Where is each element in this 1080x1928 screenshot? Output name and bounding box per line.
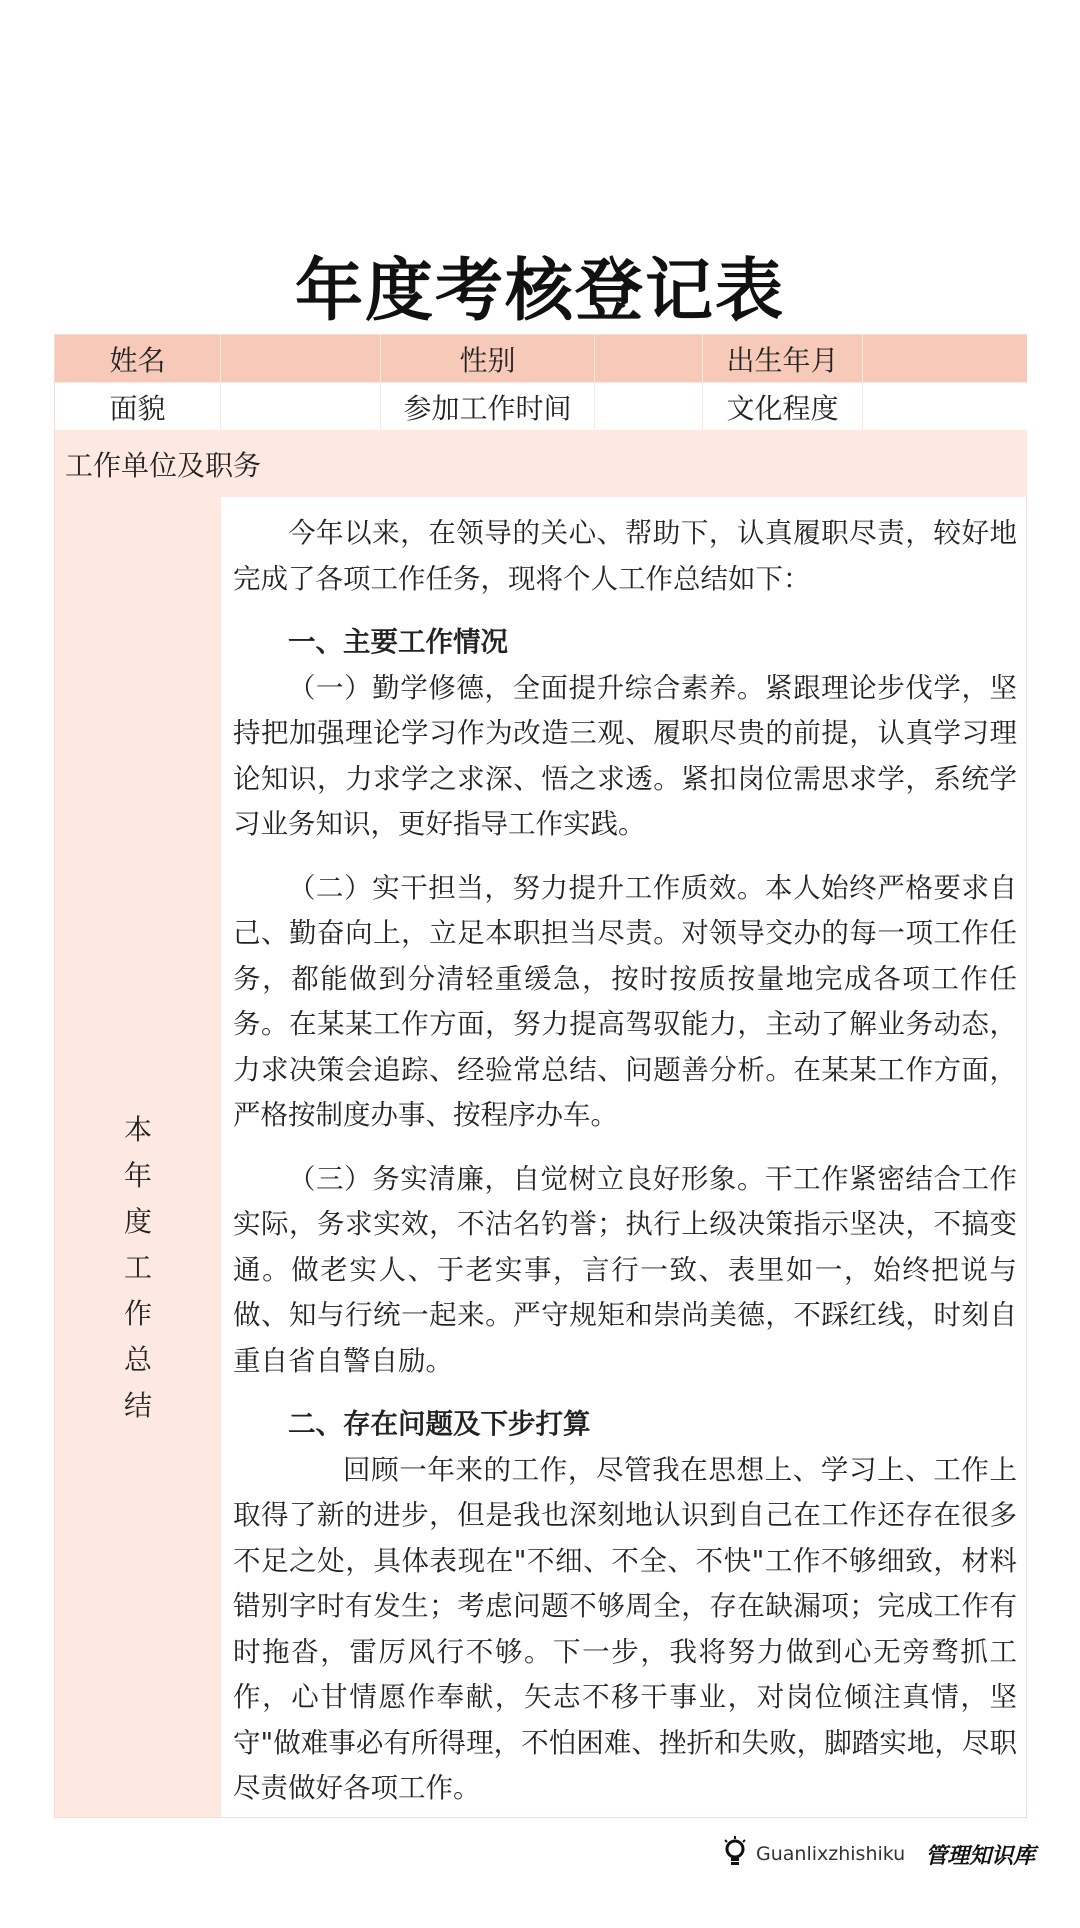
assessment-form bbox=[54, 334, 1027, 1818]
work-start-label: 参加工作时间 bbox=[381, 383, 595, 431]
birth-label: 出生年月 bbox=[703, 335, 863, 383]
footer-text: Guanlixzhishiku bbox=[756, 1843, 906, 1865]
education-field[interactable] bbox=[863, 383, 1027, 431]
gender-label: 性别 bbox=[381, 335, 595, 383]
education-label: 文化程度 bbox=[703, 383, 863, 431]
summary-label-char: 作 bbox=[123, 1297, 152, 1330]
lightbulb-icon bbox=[722, 1835, 748, 1873]
name-field[interactable] bbox=[221, 335, 381, 383]
birth-field[interactable] bbox=[863, 335, 1027, 383]
summary-label-char: 工 bbox=[123, 1251, 152, 1284]
summary-content bbox=[221, 497, 1027, 1817]
unit-field[interactable] bbox=[381, 431, 1027, 497]
name-label: 姓名 bbox=[55, 335, 221, 383]
summary-intro: 今年以来，在领导的关心、帮助下，认真履职尽责，较好地完成了各项工作任务，现将个人工作总结如下： bbox=[233, 517, 1017, 595]
footer-brand bbox=[722, 1834, 1035, 1874]
work-start-field[interactable] bbox=[595, 383, 703, 431]
summary-label-char: 总 bbox=[123, 1343, 152, 1376]
summary-label-cell bbox=[55, 497, 221, 1817]
summary-paragraph-integrity: （三）务实清廉，自觉树立良好形象。干工作紧密结合工作实际，务求实效，不沽名钓誉；执行上级决策指示坚决，不搞变通。做老实人、于老实事，言行一致、表里如一，始终把说与做、知与行统一起来。严守规矩和崇尚美德，不踩红线，时刻自重自省自警自励。 bbox=[233, 1162, 1017, 1377]
summary-paragraph-study: （一）勤学修德，全面提升综合素养。紧跟理论步伐学，坚持把加强理论学习作为改造三观、履职尽贵的前提，认真学习理论知识，力求学之求深、悟之求透。紧扣岗位需思求学，系统学习业务知识，更好指导工作实践。 bbox=[233, 671, 1017, 840]
politics-label: 面貌 bbox=[55, 383, 221, 431]
section-heading-main-work: 一、主要工作情况 bbox=[288, 626, 508, 658]
summary-label-char: 本 bbox=[123, 1113, 152, 1146]
summary-label-char: 度 bbox=[123, 1205, 152, 1238]
unit-label: 工作单位及职务 bbox=[55, 431, 381, 497]
summary-label bbox=[55, 1107, 221, 1429]
summary-paragraph-plan: 回顾一年来的工作，尽管我在思想上、学习上、工作上取得了新的进步，但是我也深刻地认识到自己在工作还存在很多不足之处，具体表现在"不细、不全、不快"工作不够细致，材料错别字时有发生；考虑问题不够周全，存在缺漏项；完成工作有时拖沓，雷厉风行不够。下一步，我将努力做到心无旁骛抓工作，心甘情愿作奉献，矢志不移干事业，对岗位倾注真情，坚守"做难事必有所得理，不怕困难、挫折和失败，脚踏实地，尽职尽责做好各项工作。 bbox=[233, 1453, 1017, 1804]
summary-label-char: 年 bbox=[123, 1159, 152, 1192]
gender-field[interactable] bbox=[595, 335, 703, 383]
page-title: 年度考核登记表 bbox=[294, 252, 785, 331]
summary-label-char: 结 bbox=[123, 1389, 152, 1422]
politics-field[interactable] bbox=[221, 383, 381, 431]
section-heading-problems: 二、存在问题及下步打算 bbox=[288, 1408, 591, 1440]
footer-logo: 管理知识库 bbox=[925, 1842, 1036, 1869]
summary-paragraph-work: （二）实干担当，努力提升工作质效。本人始终严格要求自己、勤奋向上，立足本职担当尽责。对领导交办的每一项工作任务，都能做到分清轻重缓急，按时按质按量地完成各项工作任务。在某某工作方面，努力提高驾驭能力，主动了解业务动态，力求决策会追踪、经验常总结、问题善分析。在某某工作方面，严格按制度办事、按程序办车。 bbox=[233, 871, 1017, 1131]
